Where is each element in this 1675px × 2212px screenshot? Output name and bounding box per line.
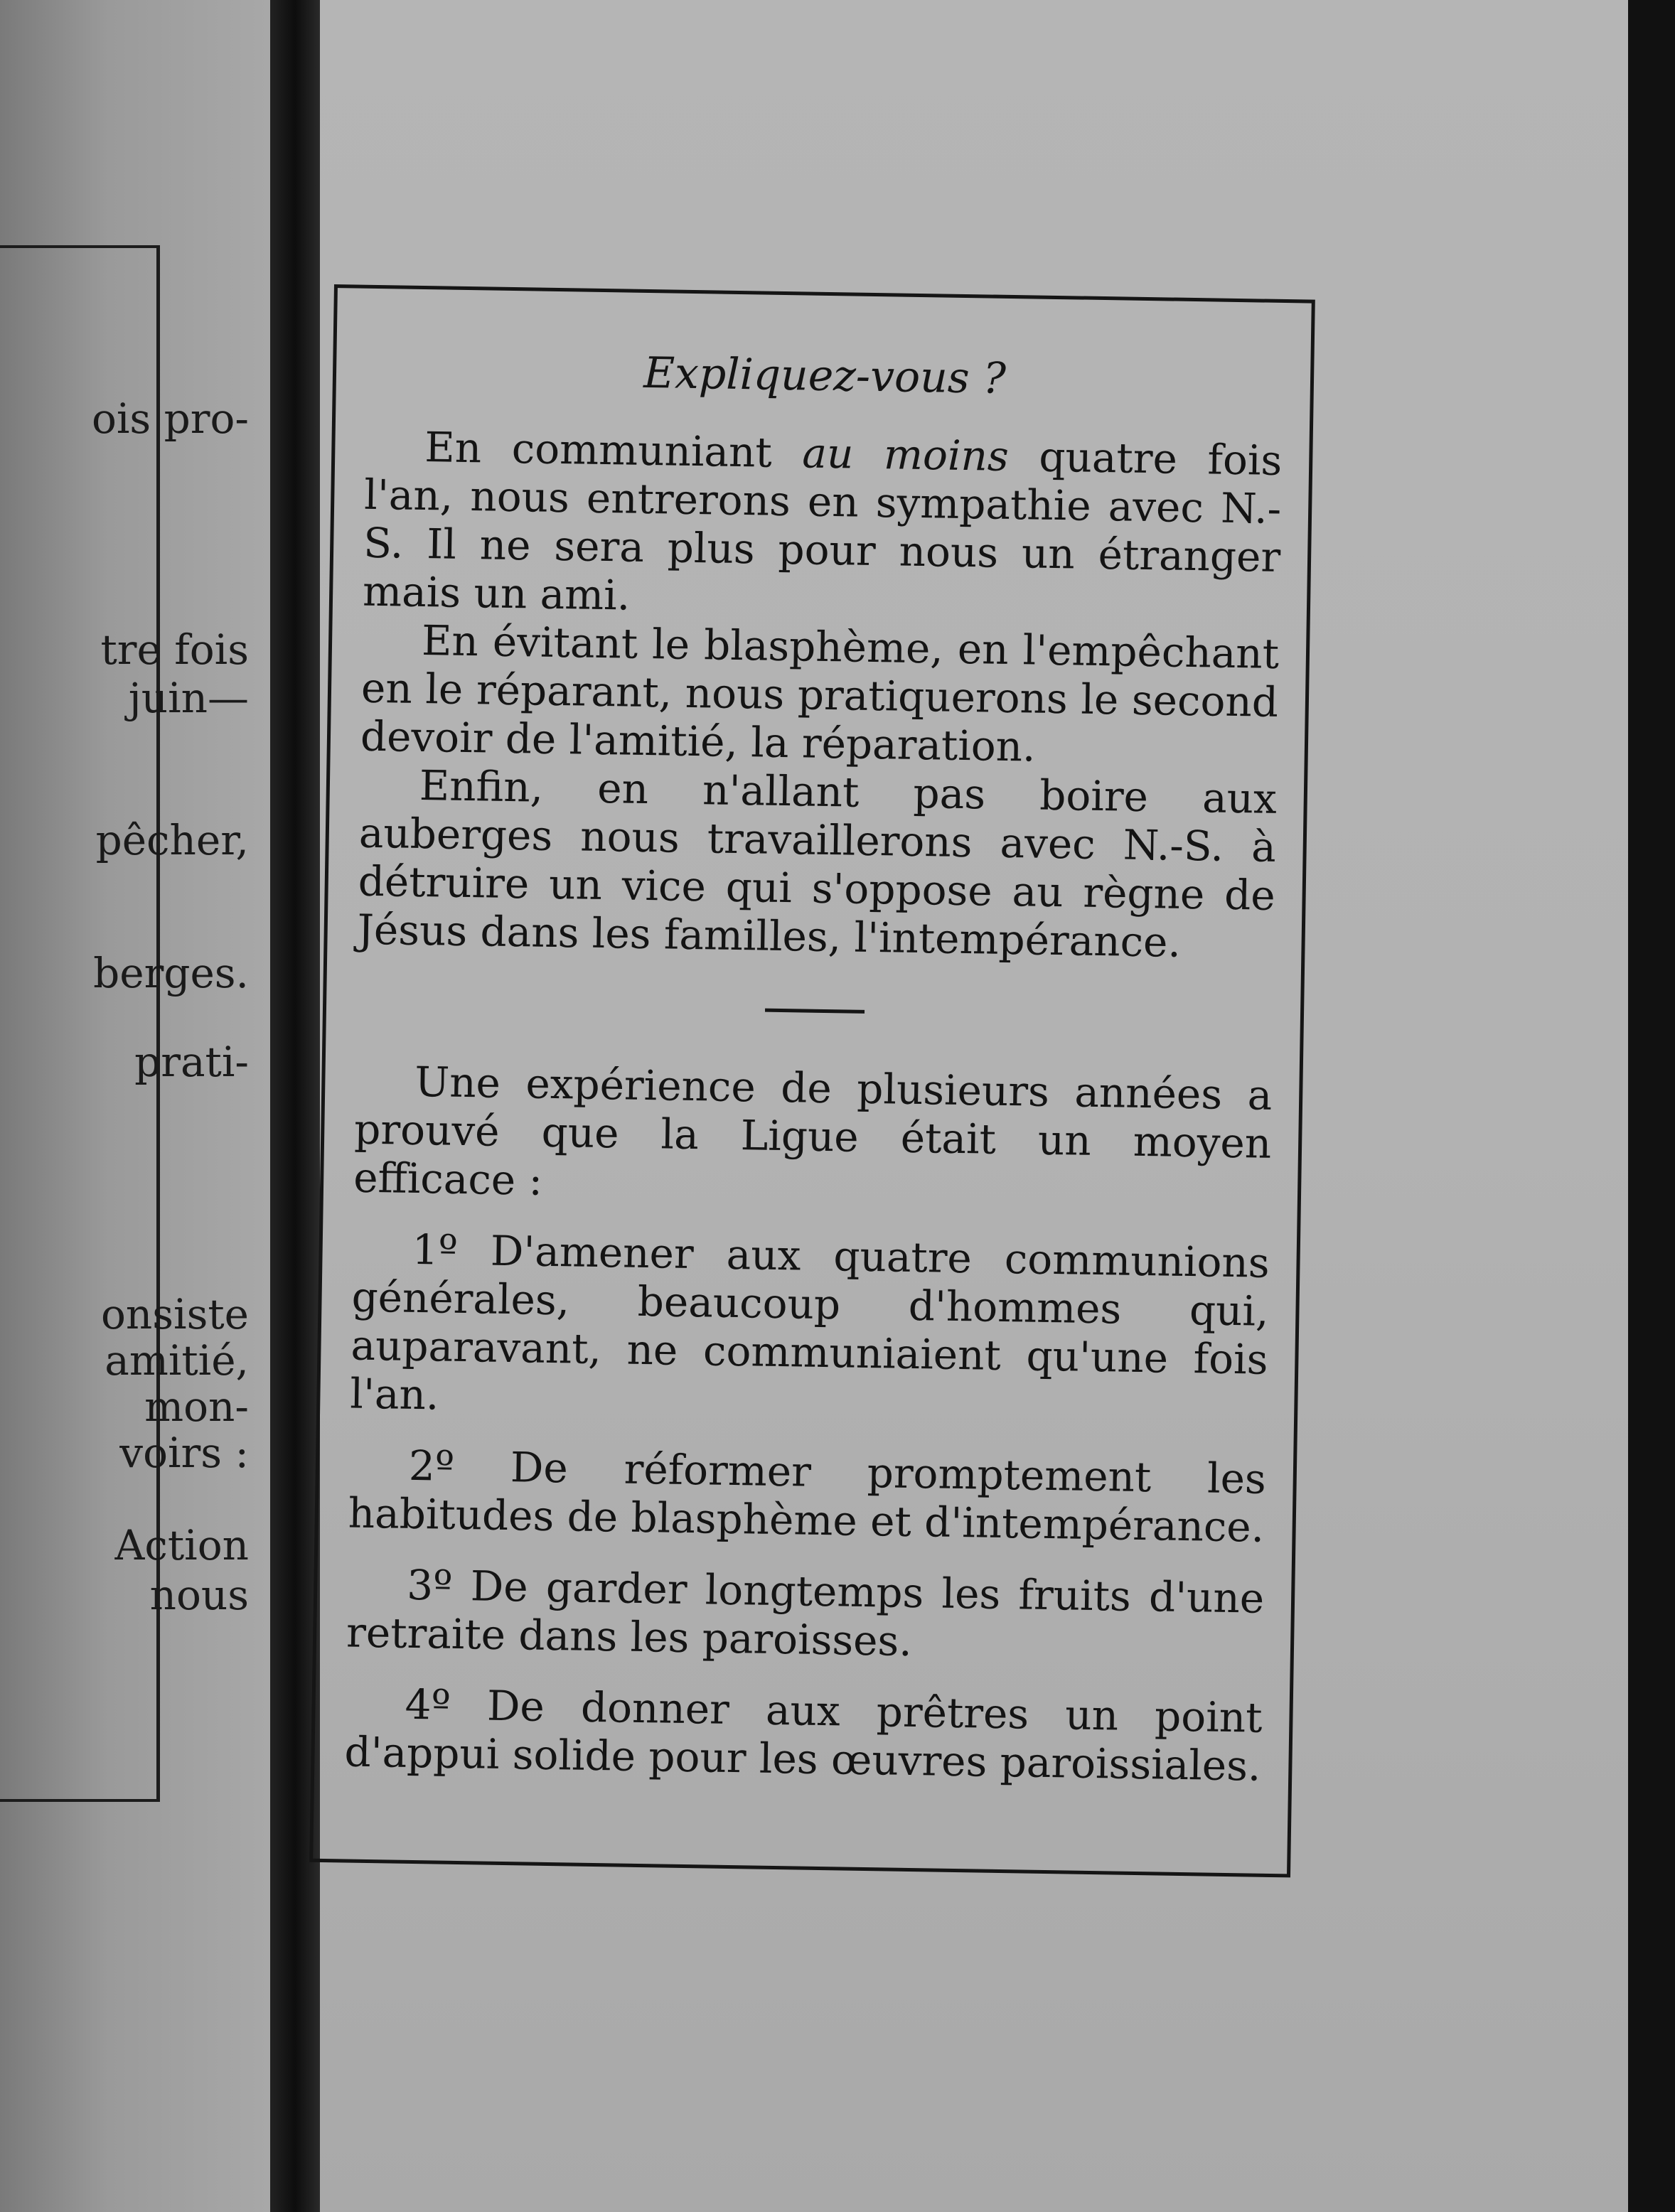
scan-border bbox=[1628, 0, 1675, 2212]
paragraph-experience: Une expérience de plusieurs années a prouvé que la Ligue était un moyen efficace : bbox=[353, 1057, 1273, 1205]
left-fragment: amitié, bbox=[105, 1336, 249, 1385]
previous-page bbox=[0, 0, 270, 2212]
left-fragment: berges. bbox=[93, 949, 249, 997]
left-fragment: prati- bbox=[134, 1038, 249, 1086]
left-fragment: nous bbox=[149, 1571, 249, 1619]
left-fragment: ois pro- bbox=[91, 394, 249, 443]
paragraph-text: quatre fois l'an, nous entrerons en sympathie avec N.-S. Il ne sera plus pour nous un étranger mais un ami. bbox=[362, 431, 1283, 620]
emphasis-text: au moins bbox=[801, 429, 1010, 480]
paragraph-text: En communiant bbox=[424, 423, 803, 478]
book-gutter bbox=[270, 0, 320, 2212]
left-fragment: onsiste bbox=[101, 1290, 249, 1338]
left-fragment: pêcher, bbox=[95, 816, 249, 864]
left-fragment: mon- bbox=[144, 1382, 249, 1431]
left-fragment: juin— bbox=[128, 674, 249, 722]
frame-content bbox=[344, 344, 1283, 1790]
section-heading: Expliquez-vous ? bbox=[643, 348, 1007, 404]
text-frame bbox=[309, 284, 1315, 1877]
list-item-2: 2º De réformer promptement les habitudes de blasphème et d'intempérance. bbox=[348, 1441, 1267, 1552]
list-item-1: 1º D'amener aux quatre communions générales, beaucoup d'hommes qui, auparavant, ne communiaient qu'une fois l'an. bbox=[349, 1225, 1270, 1419]
list-item-3: 3º De garder longtemps les fruits d'une retraite dans les paroisses. bbox=[346, 1560, 1265, 1665]
paragraph-communion bbox=[363, 422, 1283, 630]
list-item-4: 4º De donner aux prêtres un point d'appui solide pour les œuvres paroissiales. bbox=[344, 1680, 1263, 1790]
paragraph-blasphemy: En évitant le blasphème, en l'empêchant en le réparant, nous pratiquerons le second devoir de l'amitié, la réparation. bbox=[360, 616, 1280, 771]
left-fragment: voirs : bbox=[119, 1429, 249, 1477]
left-fragment: Action bbox=[114, 1521, 249, 1569]
paragraph-temperance: Enfin, en n'allant pas boire aux auberges nous travaillerons avec N.-S. à détruire un vice qui s'oppose au règne de Jésus dans les familles, l'intempérance. bbox=[357, 761, 1278, 967]
section-divider bbox=[765, 1009, 865, 1014]
left-fragment: tre fois bbox=[100, 626, 249, 674]
